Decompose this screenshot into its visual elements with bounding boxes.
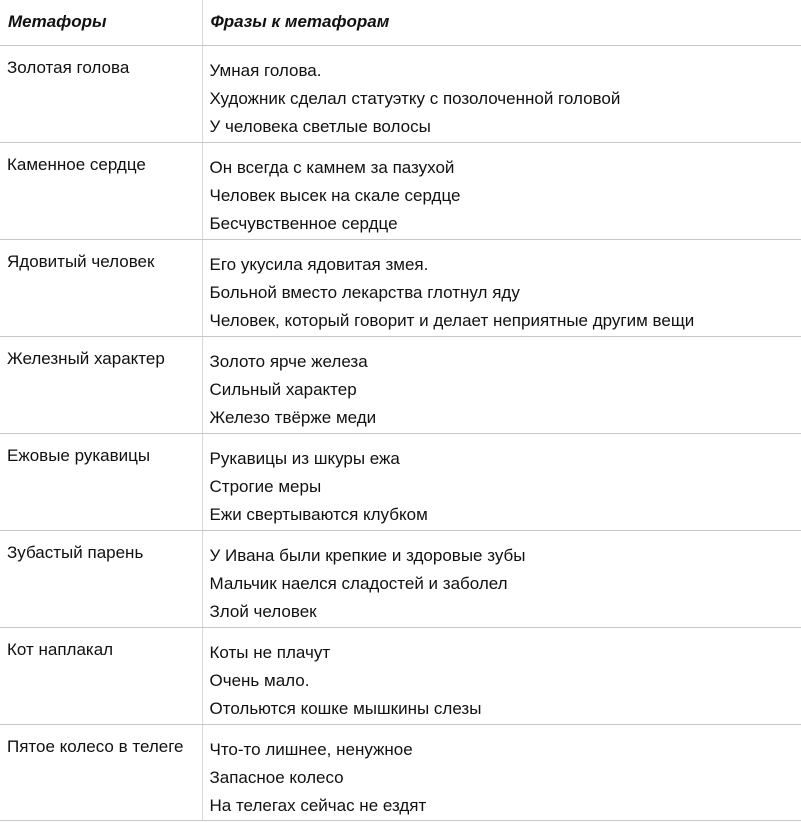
phrase-text: Он всегда с камнем за пазухой — [209, 157, 455, 177]
phrase-text: Злой человек — [209, 601, 317, 621]
table-header — [0, 0, 801, 45]
phrase-text: У человека светлые волосы — [209, 116, 431, 136]
metaphor-text: Железный характер — [7, 348, 165, 368]
metaphor-cell — [0, 142, 202, 239]
phrase-text: Золото ярче железа — [209, 351, 368, 371]
phrase-text: Умная голова. — [209, 60, 322, 80]
phrase-text: У Ивана были крепкие и здоровые зубы — [209, 545, 526, 565]
phrase-text: Художник сделал статуэтку с позолоченной головой — [209, 88, 621, 108]
phrase-text: Очень мало. — [209, 670, 310, 690]
phrase-text: Человек высек на скале сердце — [209, 185, 461, 205]
phrase-text: На телегах сейчас не ездят — [209, 795, 427, 815]
metaphor-text: Кот наплакал — [7, 639, 114, 659]
header-row — [0, 0, 801, 45]
phrases-cell — [202, 627, 801, 724]
phrase-text: Строгие меры — [209, 476, 322, 496]
header-phrases: Фразы к метафорам — [202, 0, 801, 45]
phrase-text: Железо твёрже меди — [209, 407, 377, 427]
phrase-text: Сильный характер — [209, 379, 357, 399]
metaphor-text: Ядовитый человек — [7, 251, 155, 271]
metaphor-text: Пятое колесо в телеге — [7, 736, 184, 756]
phrases-cell — [202, 530, 801, 627]
table-row — [0, 239, 801, 336]
phrases-cell — [202, 336, 801, 433]
metaphor-cell — [0, 45, 202, 142]
table-row — [0, 433, 801, 530]
phrase-text: Коты не плачут — [209, 642, 331, 662]
phrase-text: Запасное колесо — [209, 767, 344, 787]
phrase-text: Отольются кошке мышкины слезы — [209, 698, 482, 718]
phrase-text: Что-то лишнее, ненужное — [209, 739, 413, 759]
table-row — [0, 724, 801, 820]
phrases-cell — [202, 433, 801, 530]
phrase-text: Рукавицы из шкуры ежа — [209, 448, 400, 468]
metaphor-text: Золотая голова — [7, 57, 130, 77]
phrases-cell — [202, 239, 801, 336]
metaphor-cell — [0, 627, 202, 724]
metaphor-text: Каменное сердце — [7, 154, 146, 174]
phrase-text: Человек, который говорит и делает неприятные другим вещи — [209, 310, 695, 330]
table-row — [0, 336, 801, 433]
metaphor-text: Зубастый парень — [7, 542, 144, 562]
phrases-cell — [202, 45, 801, 142]
table-body — [0, 45, 801, 820]
phrase-text: Больной вместо лекарства глотнул яду — [209, 282, 520, 302]
header-metaphors: Метафоры — [0, 0, 202, 45]
table-row — [0, 142, 801, 239]
phrases-cell — [202, 724, 801, 820]
metaphor-cell — [0, 530, 202, 627]
metaphor-cell — [0, 336, 202, 433]
phrase-text: Мальчик наелся сладостей и заболел — [209, 573, 508, 593]
phrase-text: Его укусила ядовитая змея. — [209, 254, 429, 274]
metaphor-cell — [0, 433, 202, 530]
metaphor-cell — [0, 724, 202, 820]
table-row — [0, 627, 801, 724]
table-row — [0, 530, 801, 627]
table-row — [0, 45, 801, 142]
phrase-text: Ежи свертываются клубком — [209, 504, 428, 524]
phrase-text: Бесчувственное сердце — [209, 213, 398, 233]
phrases-cell — [202, 142, 801, 239]
metaphor-text: Ежовые рукавицы — [7, 445, 151, 465]
metaphor-cell — [0, 239, 202, 336]
